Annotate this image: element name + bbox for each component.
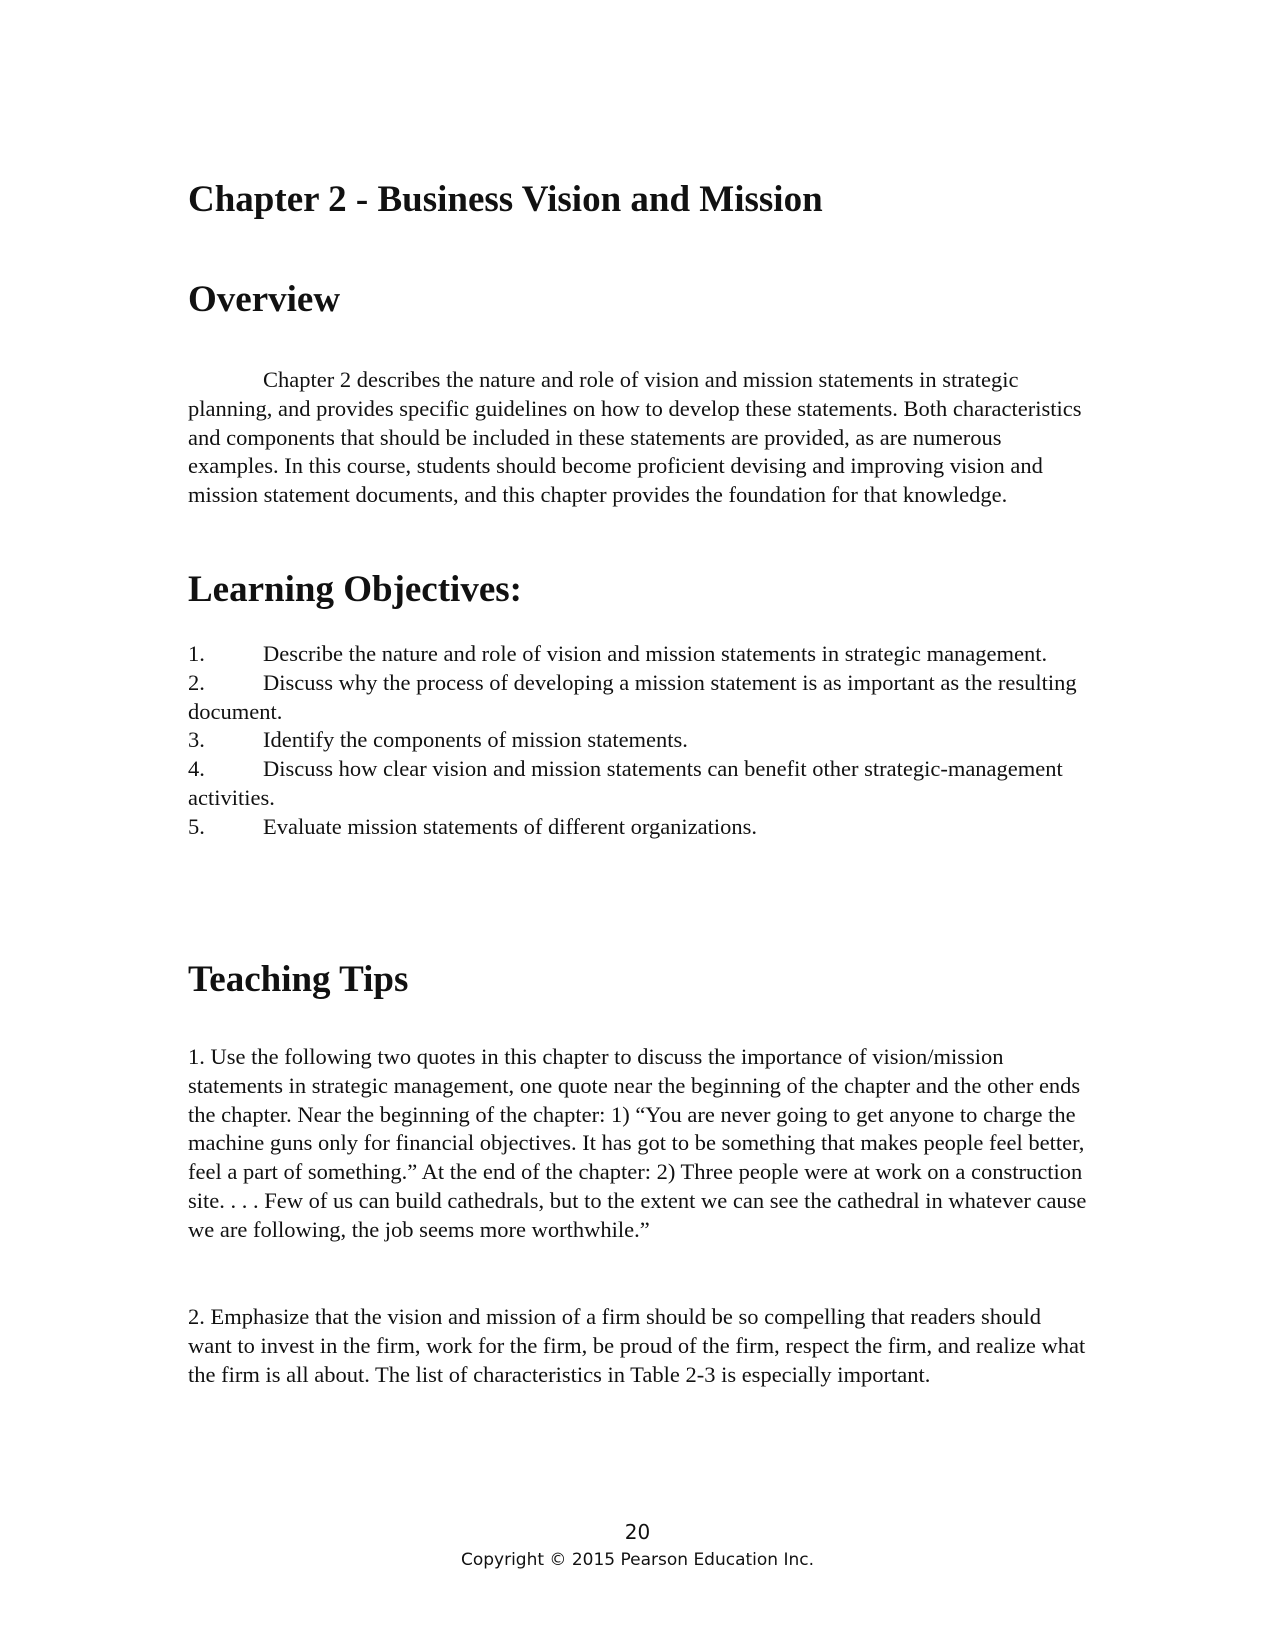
objective-number: 4. [188, 756, 205, 782]
learning-objectives-list [188, 640, 1088, 842]
objective-text: Discuss how clear vision and mission statements can benefit other strategic-management activities. [188, 756, 1063, 810]
overview-heading: Overview [188, 279, 341, 320]
objective-text: Evaluate mission statements of different organizations. [263, 813, 758, 839]
objective-number: 2. [188, 669, 205, 695]
teaching-tip-1: 1. Use the following two quotes in this chapter to discuss the importance of vision/mission statements in strategic management, one quote near the beginning of the chapter and the other ends the chapter. Near the beginning of the chapter: 1) “You are never going to get anyone to charge the machine guns only for financial objectives. It has got to be something that makes people feel better, feel a part of something.” At the end of the chapter: 2) Three people were at work on a construction site. . . . Few of us can build cathedrals, but to the extent we can see the cathedral in whatever cause we are following, the job seems more worthwhile.” [188, 1044, 1087, 1242]
objective-number: 5. [188, 813, 205, 839]
page-number: 20 [624, 1520, 651, 1544]
objective-text: Describe the nature and role of vision and mission statements in strategic management. [263, 641, 1048, 666]
objective-text: Identify the components of mission statements. [263, 727, 688, 753]
copyright-notice: Copyright © 2015 Pearson Education Inc. [460, 1550, 815, 1570]
objective-item [188, 726, 1088, 755]
teaching-tip-2: 2. Emphasize that the vision and mission of a firm should be so compelling that readers should want to invest in the firm, work for the firm, be proud of the firm, respect the firm, and realize what the firm is all about. The list of characteristics in Table 2-3 is especially important. [188, 1304, 1086, 1387]
objective-item [188, 755, 1088, 813]
teaching-tips-heading: Teaching Tips [188, 959, 409, 1000]
learning-objectives-heading: Learning Objectives: [188, 569, 522, 610]
objective-item [188, 813, 1088, 842]
overview-paragraph: Chapter 2 describes the nature and role of vision and mission statements in strategic planning, and provides specific guidelines on how to develop these statements. Both characteristics and components that should be included in these statements are provided, as are numerous examples. In this course, students should become proficient devising and improving vision and mission statement documents, and this chapter provides the foundation for that knowledge. [188, 367, 1082, 508]
chapter-title: Chapter 2 - Business Vision and Mission [188, 179, 823, 220]
objective-item [188, 640, 1088, 669]
objective-item [188, 669, 1088, 727]
objective-text: Discuss why the process of developing a mission statement is as important as the resulting document. [188, 669, 1077, 724]
objective-number: 3. [188, 727, 205, 753]
objective-number: 1. [188, 641, 205, 666]
